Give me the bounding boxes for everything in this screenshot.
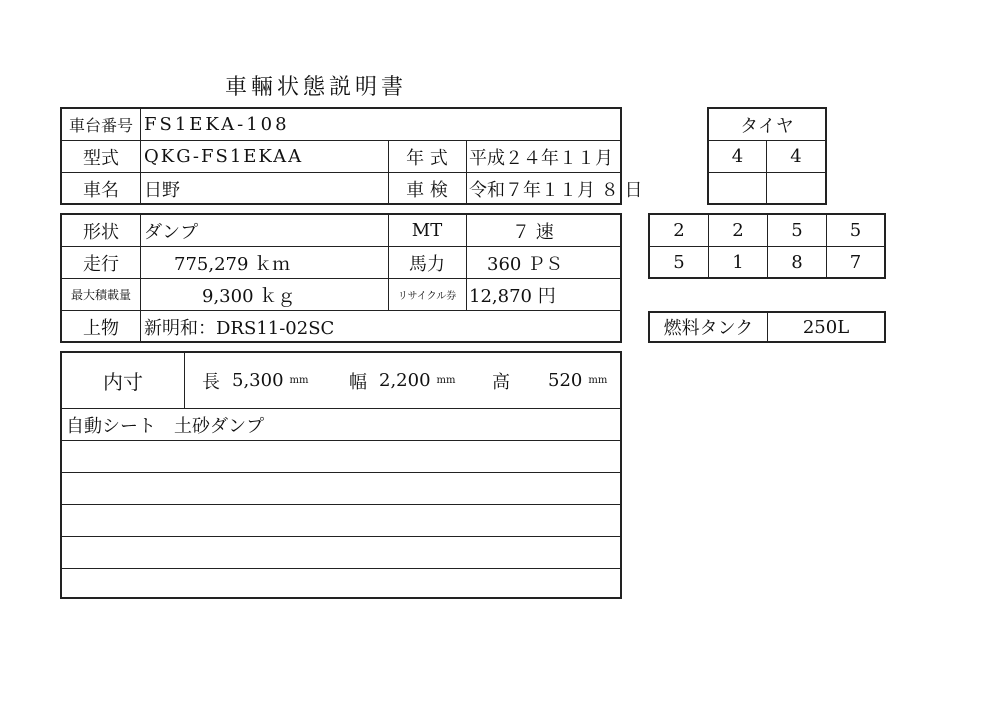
body-value: 新明和：DRS11-02SC <box>144 318 335 339</box>
interior-table <box>60 351 622 599</box>
specs-table <box>60 213 622 343</box>
length-unit: mm <box>289 375 309 386</box>
body-label: 上物 <box>83 318 119 339</box>
tire-rear-cell: 1 <box>709 247 768 277</box>
mt-value: ７ 速 <box>512 221 554 243</box>
chassis-value: FS1EKA-108 <box>144 114 290 135</box>
year-value: 平成２４年１１月 <box>469 147 613 169</box>
tire-rear-cell: 2 <box>650 215 709 247</box>
note-text <box>66 505 620 536</box>
tire-front-table <box>707 107 827 205</box>
inspection-label: 車 検 <box>406 180 448 201</box>
chassis-row <box>62 109 620 141</box>
tire-front-cell: 4 <box>709 141 767 173</box>
fuel-tank-table <box>648 311 886 343</box>
interior-width <box>349 353 479 408</box>
note-text: 自動シート 土砂ダンプ <box>66 415 265 437</box>
note-line <box>62 505 620 537</box>
capacity-label: 最大積載量 <box>70 288 131 302</box>
interior-dimensions-row <box>62 353 620 409</box>
tire-front-blank-cell <box>767 173 825 203</box>
model-label: 型式 <box>83 147 119 169</box>
tire-rear-cell: 5 <box>650 247 709 277</box>
chassis-label: 車台番号 <box>68 116 133 135</box>
note-text <box>66 537 620 568</box>
note-line <box>62 537 620 569</box>
height-value: 520 <box>548 370 583 391</box>
shape-row <box>62 215 620 247</box>
power-label: 馬力 <box>409 253 445 275</box>
recycle-label: リサイクル券 <box>397 291 457 302</box>
inspection-value: 令和７年１１月 ８ 日 <box>469 180 643 201</box>
tire-rear-cell: 2 <box>709 215 768 247</box>
shape-value: ダンプ <box>144 221 199 243</box>
length-value: 5,300 <box>232 370 284 391</box>
name-label: 車名 <box>83 180 119 201</box>
note-line <box>62 473 620 505</box>
height-label: 高 <box>492 371 510 393</box>
length-label: 長 <box>202 371 220 393</box>
capacity-row <box>62 279 620 311</box>
note-text <box>66 441 620 472</box>
interior-length <box>202 353 332 408</box>
body-row <box>62 311 620 343</box>
mileage-row <box>62 247 620 279</box>
document-title: 車輛状態説明書 <box>225 75 408 100</box>
tire-rear-cell: 8 <box>768 247 827 277</box>
note-line <box>62 409 620 441</box>
note-text <box>66 473 620 504</box>
mileage-label: 走行 <box>83 253 119 275</box>
name-value: 日野 <box>144 180 180 201</box>
tire-front-blank-cell <box>709 173 767 203</box>
capacity-value: 9,300 ｋｇ <box>202 285 296 307</box>
interior-height <box>492 353 620 408</box>
tire-rear-cell: 7 <box>849 251 862 273</box>
width-label: 幅 <box>349 371 367 393</box>
note-text <box>66 569 620 597</box>
recycle-value: 12,870 円 <box>469 285 556 307</box>
tire-rear-cell: 5 <box>827 215 884 247</box>
height-unit: mm <box>588 375 608 386</box>
mt-label: MT <box>411 220 443 241</box>
mileage-value: 775,279 ｋｍ <box>174 253 291 275</box>
power-value: 360 ＰＳ <box>487 253 564 275</box>
shape-label: 形状 <box>83 221 119 243</box>
fuel-tank-value: 250L <box>802 316 850 338</box>
note-line <box>62 569 620 597</box>
note-line <box>62 441 620 473</box>
year-label: 年 式 <box>406 147 448 169</box>
model-value: QKG-FS1EKAA <box>144 146 304 167</box>
model-row <box>62 141 620 173</box>
tire-rear-cell: 5 <box>768 215 827 247</box>
vehicle-info-table <box>60 107 643 205</box>
interior-label: 内寸 <box>103 370 143 394</box>
width-unit: mm <box>436 375 456 386</box>
tire-front-cell: 4 <box>767 141 825 173</box>
name-row <box>62 173 643 205</box>
width-value: 2,200 <box>379 370 431 391</box>
tire-label: タイヤ <box>709 109 825 141</box>
fuel-tank-label: 燃料タンク <box>650 313 768 341</box>
tire-rear-table <box>648 213 886 279</box>
